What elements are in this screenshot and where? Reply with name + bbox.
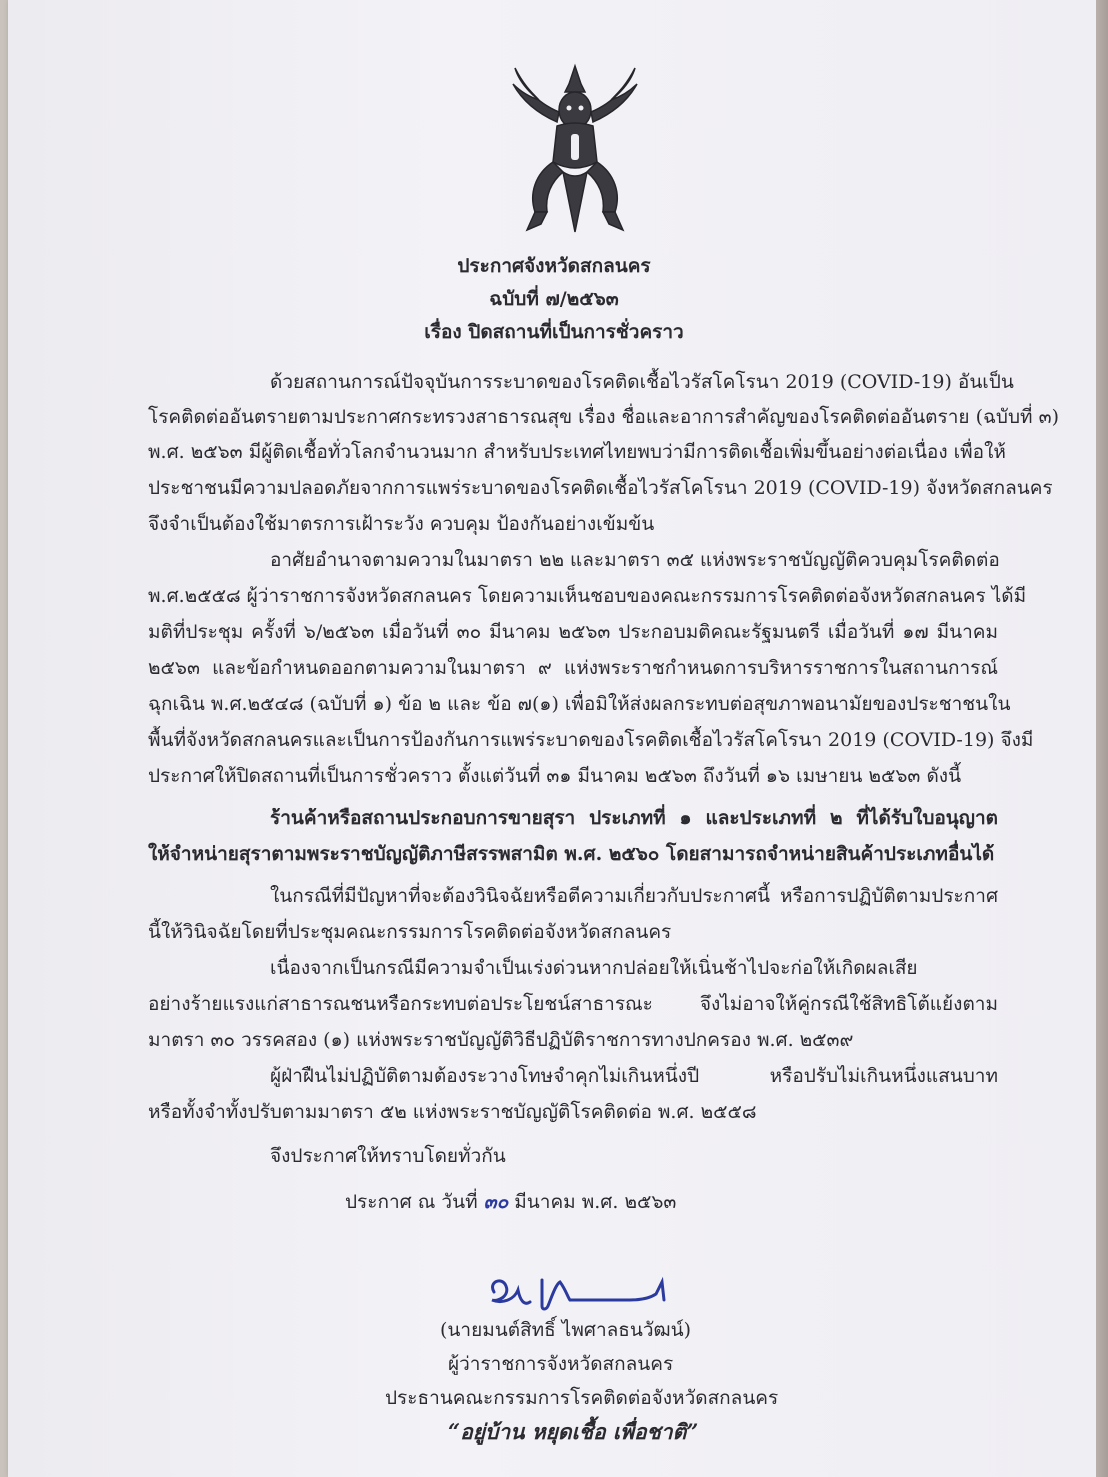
- paragraph-line: หรือทั้งจำทั้งปรับตามมาตรา ๕๒ แห่งพระราชบัญญัติโรคติดต่อ พ.ศ. ๒๕๕๘: [148, 1101, 757, 1123]
- paragraph-line: โรคติดต่ออันตรายตามประกาศกระทรวงสาธารณสุข เรื่อง ชื่อและอาการสำคัญของโรคติดต่ออันตราย (ฉบับที่ ๓): [148, 406, 1060, 428]
- paragraph-line: เนื่องจากเป็นกรณีมีความจำเป็นเร่งด่วนหากปล่อยให้เนิ่นช้าไปจะก่อให้เกิดผลเสีย: [270, 957, 918, 979]
- signatory-name: (นายมนต์สิทธิ์ ไพศาลธนวัฒน์): [440, 1319, 692, 1341]
- bold-paragraph-line: ให้จำหน่ายสุราตามพระราชบัญญัติภาษีสรรพสามิต พ.ศ. ๒๕๖๐ โดยสามารถจำหน่ายสินค้าประเภทอื่นได้: [148, 843, 995, 865]
- paragraph-line: อาศัยอำนาจตามความในมาตรา ๒๒ และมาตรา ๓๕ แห่งพระราชบัญญัติควบคุมโรคติดต่อ: [270, 549, 1000, 571]
- signatory-title: ผู้ว่าราชการจังหวัดสกลนคร: [448, 1353, 674, 1375]
- paragraph-line: พ.ศ.๒๕๕๘ ผู้ว่าราชการจังหวัดสกลนคร โดยความเห็นชอบของคณะกรรมการโรคติดต่อจังหวัดสกลนคร ได้มี: [148, 585, 1027, 607]
- document-subject: เรื่อง ปิดสถานที่เป็นการชั่วคราว: [424, 321, 684, 343]
- paragraph-line: ด้วยสถานการณ์ปัจจุบันการระบาดของโรคติดเชื้อไวรัสโคโรนา 2019 (COVID-19) อันเป็น: [270, 371, 1014, 393]
- paragraph-line: อย่างร้ายแรงแก่สาธารณชนหรือกระทบต่อประโยชน์สาธารณะ จึงไม่อาจให้คู่กรณีใช้สิทธิโต้แย้งตาม: [148, 993, 998, 1015]
- dateline: [345, 1190, 676, 1214]
- paragraph-line: มติที่ประชุม ครั้งที่ ๖/๒๕๖๓ เมื่อวันที่ ๓๐ มีนาคม ๒๕๖๓ ประกอบมติคณะรัฐมนตรี เมื่อวันที่ ๑๗ มีนาคม: [148, 621, 998, 643]
- document-title: ประกาศจังหวัดสกลนคร: [457, 255, 651, 277]
- paragraph-line: จึงจำเป็นต้องใช้มาตรการเฝ้าระวัง ควบคุม ป้องกันอย่างเข้มข้น: [148, 513, 655, 535]
- paragraph-line: ๒๕๖๓ และข้อกำหนดออกตามความในมาตรา ๙ แห่งพระราชกำหนดการบริหารราชการในสถานการณ์: [148, 657, 998, 679]
- signatory-title-2: ประธานคณะกรรมการโรคติดต่อจังหวัดสกลนคร: [385, 1387, 779, 1409]
- paragraph-line: นี้ให้วินิจฉัยโดยที่ประชุมคณะกรรมการโรคติดต่อจังหวัดสกลนคร: [148, 921, 672, 943]
- handwritten-signature: [480, 1270, 680, 1320]
- closing-line: จึงประกาศให้ทราบโดยทั่วกัน: [270, 1145, 506, 1167]
- document-number: ฉบับที่ ๗/๒๕๖๓: [489, 288, 619, 310]
- page-edge-shadow: [1096, 0, 1108, 1477]
- paragraph-line: พ.ศ. ๒๕๖๓ มีผู้ติดเชื้อทั่วโลกจำนวนมาก สำหรับประเทศไทยพบว่ามีการติดเชื้อเพิ่มขึ้นอย่างต่อเนื่อง เพื่อให้: [148, 441, 1006, 463]
- dateline-prefix: ประกาศ ณ วันที่: [345, 1191, 478, 1213]
- paragraph-line: พื้นที่จังหวัดสกลนครและเป็นการป้องกันการแพร่ระบาดของโรคติดเชื้อไวรัสโคโรนา 2019 (COVID-19) จึงมี: [148, 729, 1034, 751]
- paragraph-line: มาตรา ๓๐ วรรคสอง (๑) แห่งพระราชบัญญัติวิธีปฏิบัติราชการทางปกครอง พ.ศ. ๒๕๓๙: [148, 1029, 854, 1051]
- paragraph-line: ประกาศให้ปิดสถานที่เป็นการชั่วคราว ตั้งแต่วันที่ ๓๑ มีนาคม ๒๕๖๓ ถึงวันที่ ๑๖ เมษายน ๒๕๖๓ ดังนี้: [148, 765, 962, 787]
- paragraph-line: ผู้ฝ่าฝืนไม่ปฏิบัติตามต้องระวางโทษจำคุกไม่เกินหนึ่งปี หรือปรับไม่เกินหนึ่งแสนบาท: [270, 1065, 998, 1087]
- garuda-emblem-icon: [505, 62, 645, 242]
- bold-paragraph-line: ร้านค้าหรือสถานประกอบการขายสุรา ประเภทที่ ๑ และประเภทที่ ๒ ที่ได้รับใบอนุญาต: [270, 807, 998, 829]
- paragraph-line: ฉุกเฉิน พ.ศ.๒๕๔๘ (ฉบับที่ ๑) ข้อ ๒ และ ข้อ ๗(๑) เพื่อมิให้ส่งผลกระทบต่อสุขภาพอนามัยของประชาชนใน: [148, 693, 1011, 715]
- slogan: “อยู่บ้าน หยุดเชื้อ เพื่อชาติ”: [448, 1419, 699, 1444]
- dateline-suffix: มีนาคม พ.ศ. ๒๕๖๓: [514, 1191, 677, 1213]
- dateline-day: ๓๐: [483, 1191, 509, 1213]
- paragraph-line: ประชาชนมีความปลอดภัยจากการแพร่ระบาดของโรคติดเชื้อไวรัสโคโรนา 2019 (COVID-19) จังหวัดสกลนคร: [148, 477, 1053, 499]
- paragraph-line: ในกรณีที่มีปัญหาที่จะต้องวินิจฉัยหรือตีความเกี่ยวกับประกาศนี้ หรือการปฏิบัติตามประกาศ: [270, 885, 998, 907]
